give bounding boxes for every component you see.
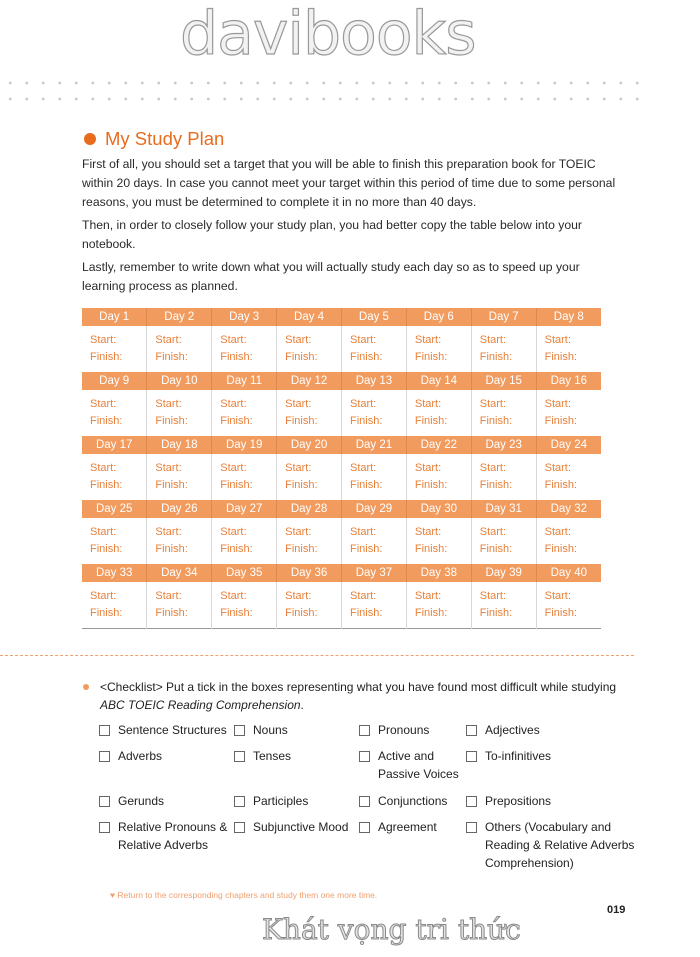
start-label: Start: bbox=[90, 590, 117, 602]
finish-label: Finish: bbox=[285, 607, 318, 619]
checklist-item[interactable] bbox=[99, 721, 234, 739]
checklist-item[interactable] bbox=[359, 792, 467, 810]
finish-label: Finish: bbox=[544, 543, 578, 555]
day-header: Day 39 bbox=[471, 564, 536, 582]
finish-label: Finish: bbox=[350, 415, 383, 427]
day-header: Day 7 bbox=[471, 308, 536, 326]
day-cell[interactable] bbox=[277, 390, 342, 436]
start-label: Start: bbox=[544, 590, 571, 602]
start-label: Start: bbox=[479, 398, 507, 410]
checkbox[interactable] bbox=[234, 725, 245, 736]
checklist-item[interactable] bbox=[466, 747, 641, 765]
finish-label: Finish: bbox=[285, 351, 318, 363]
day-entry-row bbox=[82, 390, 601, 436]
start-label: Start: bbox=[479, 526, 507, 538]
start-label: Start: bbox=[220, 526, 247, 538]
day-cell[interactable] bbox=[406, 326, 471, 372]
day-header: Day 21 bbox=[342, 436, 407, 454]
finish-label: Finish: bbox=[414, 351, 448, 363]
study-plan-table bbox=[82, 308, 601, 629]
checkbox[interactable] bbox=[99, 796, 110, 807]
start-label: Start: bbox=[220, 590, 247, 602]
day-cell[interactable] bbox=[277, 582, 342, 629]
day-header: Day 33 bbox=[82, 564, 147, 582]
checklist-item-label: Nouns bbox=[253, 723, 288, 737]
checkbox[interactable] bbox=[234, 796, 245, 807]
start-label: Start: bbox=[155, 590, 182, 602]
watermark-slogan: Khát vọng tri thức bbox=[262, 913, 521, 946]
finish-label: Finish: bbox=[350, 543, 383, 555]
intro-paragraph: Then, in order to closely follow your study plan, you had better copy the table below into your notebook. bbox=[82, 218, 582, 251]
day-cell[interactable] bbox=[212, 326, 277, 372]
finish-label: Finish: bbox=[479, 479, 513, 491]
finish-label: Finish: bbox=[414, 479, 448, 491]
start-label: Start: bbox=[479, 462, 507, 474]
checklist-item[interactable] bbox=[99, 792, 234, 810]
start-label: Start: bbox=[414, 526, 442, 538]
punctuation: . bbox=[300, 698, 304, 712]
day-cell[interactable] bbox=[147, 518, 212, 564]
finish-label: Finish: bbox=[90, 607, 123, 619]
start-label: Start: bbox=[220, 334, 247, 346]
day-cell[interactable] bbox=[406, 390, 471, 436]
finish-label: Finish: bbox=[90, 543, 123, 555]
start-label: Start: bbox=[414, 334, 442, 346]
section-heading bbox=[84, 128, 224, 150]
checklist-item-label: Others (Vocabulary and Reading & Relative Adverbs Comprehension) bbox=[485, 820, 635, 870]
finish-label: Finish: bbox=[155, 479, 188, 491]
checklist-item-label: Adjectives bbox=[485, 723, 540, 737]
checklist-item-label: To-infinitives bbox=[485, 749, 552, 763]
day-header-row bbox=[82, 436, 601, 454]
finish-label: Finish: bbox=[220, 543, 253, 555]
checkbox[interactable] bbox=[359, 796, 370, 807]
day-cell[interactable] bbox=[147, 454, 212, 500]
start-label: Start: bbox=[90, 526, 117, 538]
checkbox[interactable] bbox=[466, 751, 477, 762]
finish-label: Finish: bbox=[414, 607, 448, 619]
checklist-item[interactable] bbox=[99, 747, 234, 765]
day-cell[interactable] bbox=[212, 390, 277, 436]
day-header: Day 11 bbox=[212, 372, 277, 390]
day-entry-row bbox=[82, 518, 601, 564]
checkbox[interactable] bbox=[234, 751, 245, 762]
checklist-item-label: Active and Passive Voices bbox=[378, 749, 459, 781]
watermark-brand: davibooks bbox=[180, 0, 476, 69]
bullet-icon bbox=[84, 133, 96, 145]
day-header: Day 34 bbox=[147, 564, 212, 582]
day-header: Day 12 bbox=[277, 372, 342, 390]
day-cell[interactable] bbox=[82, 390, 147, 436]
finish-label: Finish: bbox=[155, 543, 188, 555]
finish-label: Finish: bbox=[220, 351, 253, 363]
checkbox[interactable] bbox=[99, 822, 110, 833]
day-cell[interactable] bbox=[536, 390, 601, 436]
day-entry-row bbox=[82, 326, 601, 372]
checklist-item[interactable] bbox=[466, 818, 641, 872]
finish-label: Finish: bbox=[285, 543, 318, 555]
start-label: Start: bbox=[350, 398, 377, 410]
start-label: Start: bbox=[479, 334, 507, 346]
day-header-row bbox=[82, 500, 601, 518]
finish-label: Finish: bbox=[544, 607, 578, 619]
checklist-item-label: Adverbs bbox=[118, 749, 163, 763]
start-label: Start: bbox=[285, 526, 312, 538]
checklist-item[interactable] bbox=[234, 792, 359, 810]
finish-label: Finish: bbox=[350, 351, 383, 363]
finish-label: Finish: bbox=[90, 479, 123, 491]
day-header: Day 29 bbox=[342, 500, 407, 518]
finish-label: Finish: bbox=[220, 415, 253, 427]
start-label: Start: bbox=[544, 526, 571, 538]
start-label: Start: bbox=[544, 334, 571, 346]
checkbox[interactable] bbox=[466, 796, 477, 807]
day-cell[interactable] bbox=[342, 518, 407, 564]
footer-note: ♥ Return to the corresponding chapters and study them one more time. bbox=[110, 890, 378, 900]
day-cell[interactable] bbox=[342, 582, 407, 629]
day-cell[interactable] bbox=[147, 326, 212, 372]
day-header: Day 25 bbox=[82, 500, 147, 518]
finish-label: Finish: bbox=[285, 479, 318, 491]
day-cell[interactable] bbox=[342, 454, 407, 500]
day-header: Day 9 bbox=[82, 372, 147, 390]
finish-label: Finish: bbox=[414, 543, 448, 555]
finish-label: Finish: bbox=[220, 479, 253, 491]
decorative-dot-pattern bbox=[0, 72, 640, 102]
finish-label: Finish: bbox=[479, 543, 513, 555]
day-cell[interactable] bbox=[82, 326, 147, 372]
day-header: Day 26 bbox=[147, 500, 212, 518]
day-header-row bbox=[82, 308, 601, 326]
day-cell[interactable] bbox=[536, 582, 601, 629]
day-header: Day 5 bbox=[342, 308, 407, 326]
checkbox[interactable] bbox=[466, 822, 477, 833]
day-header: Day 18 bbox=[147, 436, 212, 454]
checklist-item[interactable] bbox=[359, 818, 467, 836]
start-label: Start: bbox=[285, 462, 312, 474]
day-header: Day 30 bbox=[406, 500, 471, 518]
day-cell[interactable] bbox=[277, 326, 342, 372]
start-label: Start: bbox=[155, 526, 182, 538]
day-cell[interactable] bbox=[82, 582, 147, 629]
checklist-item-label: Agreement bbox=[378, 820, 437, 834]
checklist-item[interactable] bbox=[359, 721, 467, 739]
finish-label: Finish: bbox=[544, 479, 578, 491]
finish-label: Finish: bbox=[479, 607, 513, 619]
checklist-item[interactable] bbox=[234, 721, 359, 739]
finish-label: Finish: bbox=[285, 415, 318, 427]
day-cell[interactable] bbox=[536, 518, 601, 564]
page-number: 019 bbox=[607, 904, 626, 916]
day-cell[interactable] bbox=[406, 582, 471, 629]
start-label: Start: bbox=[285, 590, 312, 602]
day-header: Day 16 bbox=[536, 372, 601, 390]
finish-label: Finish: bbox=[350, 607, 383, 619]
start-label: Start: bbox=[90, 398, 117, 410]
checklist-item-label: Pronouns bbox=[378, 723, 430, 737]
day-header: Day 28 bbox=[277, 500, 342, 518]
checkbox[interactable] bbox=[359, 725, 370, 736]
day-cell[interactable] bbox=[277, 454, 342, 500]
intro-paragraph: Lastly, remember to write down what you will actually study each day so as to speed up your learning process as planned. bbox=[82, 260, 580, 293]
checklist-item-label: Conjunctions bbox=[378, 794, 448, 808]
start-label: Start: bbox=[155, 398, 182, 410]
checklist-item[interactable] bbox=[466, 792, 641, 810]
checklist-intro bbox=[84, 678, 619, 714]
day-entry-row bbox=[82, 582, 601, 629]
section-title: My Study Plan bbox=[105, 128, 225, 149]
day-header: Day 13 bbox=[342, 372, 407, 390]
day-header: Day 23 bbox=[471, 436, 536, 454]
book-title: ABC TOEIC Reading Comprehension bbox=[100, 698, 301, 712]
day-cell[interactable] bbox=[147, 390, 212, 436]
checklist-item[interactable] bbox=[234, 747, 359, 765]
day-cell[interactable] bbox=[471, 454, 536, 500]
day-header: Day 2 bbox=[147, 308, 212, 326]
start-label: Start: bbox=[155, 462, 182, 474]
checkbox[interactable] bbox=[466, 725, 477, 736]
start-label: Start: bbox=[350, 462, 377, 474]
checkbox[interactable] bbox=[359, 751, 370, 762]
day-header: Day 31 bbox=[471, 500, 536, 518]
finish-label: Finish: bbox=[479, 415, 513, 427]
checklist-item[interactable] bbox=[234, 818, 359, 836]
day-header: Day 32 bbox=[536, 500, 601, 518]
finish-label: Finish: bbox=[350, 479, 383, 491]
finish-label: Finish: bbox=[155, 415, 188, 427]
day-cell[interactable] bbox=[342, 390, 407, 436]
intro-paragraph: First of all, you should set a target that you will be able to finish this preparation book for TOEIC within 20 days. In case you cannot meet your target within this period of time due to some personal reasons, you must be determined to complete it in no more than 40 days. bbox=[82, 157, 616, 209]
day-entry-row bbox=[82, 454, 601, 500]
day-header: Day 35 bbox=[212, 564, 277, 582]
day-cell[interactable] bbox=[147, 582, 212, 629]
day-header: Day 17 bbox=[82, 436, 147, 454]
finish-label: Finish: bbox=[544, 415, 578, 427]
checkbox[interactable] bbox=[234, 822, 245, 833]
day-header: Day 6 bbox=[406, 308, 471, 326]
day-header: Day 19 bbox=[212, 436, 277, 454]
checklist-item-label: Gerunds bbox=[118, 794, 165, 808]
checklist-item-label: Participles bbox=[253, 794, 309, 808]
start-label: Start: bbox=[414, 462, 442, 474]
day-header: Day 24 bbox=[536, 436, 601, 454]
day-cell[interactable] bbox=[536, 326, 601, 372]
day-cell[interactable] bbox=[342, 326, 407, 372]
start-label: Start: bbox=[155, 334, 182, 346]
dashed-divider bbox=[0, 655, 634, 656]
day-cell[interactable] bbox=[471, 582, 536, 629]
day-cell[interactable] bbox=[406, 518, 471, 564]
day-header: Day 40 bbox=[536, 564, 601, 582]
day-header: Day 36 bbox=[277, 564, 342, 582]
start-label: Start: bbox=[350, 334, 377, 346]
day-cell[interactable] bbox=[82, 454, 147, 500]
start-label: Start: bbox=[90, 462, 117, 474]
day-cell[interactable] bbox=[277, 518, 342, 564]
day-header: Day 20 bbox=[277, 436, 342, 454]
checkbox[interactable] bbox=[99, 751, 110, 762]
day-header: Day 3 bbox=[212, 308, 277, 326]
day-cell[interactable] bbox=[471, 518, 536, 564]
start-label: Start: bbox=[414, 398, 442, 410]
intro-text bbox=[82, 155, 617, 300]
day-cell[interactable] bbox=[212, 518, 277, 564]
checkbox[interactable] bbox=[99, 725, 110, 736]
finish-label: Finish: bbox=[414, 415, 448, 427]
finish-label: Finish: bbox=[90, 415, 123, 427]
day-cell[interactable] bbox=[212, 454, 277, 500]
day-cell[interactable] bbox=[471, 390, 536, 436]
day-header: Day 8 bbox=[536, 308, 601, 326]
start-label: Start: bbox=[544, 398, 571, 410]
start-label: Start: bbox=[479, 590, 507, 602]
day-header: Day 27 bbox=[212, 500, 277, 518]
checkbox[interactable] bbox=[359, 822, 370, 833]
checklist-item-label: Relative Pronouns & Relative Adverbs bbox=[118, 820, 228, 852]
start-label: Start: bbox=[350, 526, 377, 538]
day-cell[interactable] bbox=[82, 518, 147, 564]
day-header: Day 1 bbox=[82, 308, 147, 326]
day-header: Day 10 bbox=[147, 372, 212, 390]
start-label: Start: bbox=[220, 398, 247, 410]
start-label: Start: bbox=[544, 462, 571, 474]
checklist-item[interactable] bbox=[99, 818, 234, 854]
day-header: Day 14 bbox=[406, 372, 471, 390]
checklist-item[interactable] bbox=[466, 721, 641, 739]
day-cell[interactable] bbox=[536, 454, 601, 500]
day-header: Day 22 bbox=[406, 436, 471, 454]
start-label: Start: bbox=[220, 462, 247, 474]
checklist-item-label: Tenses bbox=[253, 749, 292, 763]
bullet-icon bbox=[83, 684, 89, 690]
checklist-item-label: Prepositions bbox=[485, 794, 552, 808]
checklist-instructions: <Checklist> Put a tick in the boxes representing what you have found most difficult while studying bbox=[100, 680, 617, 694]
start-label: Start: bbox=[350, 590, 377, 602]
day-header-row bbox=[82, 564, 601, 582]
checklist-item[interactable] bbox=[359, 747, 467, 783]
checklist-item-label: Subjunctive Mood bbox=[253, 820, 349, 834]
finish-label: Finish: bbox=[90, 351, 123, 363]
day-cell[interactable] bbox=[212, 582, 277, 629]
finish-label: Finish: bbox=[544, 351, 578, 363]
day-cell[interactable] bbox=[406, 454, 471, 500]
finish-label: Finish: bbox=[155, 351, 188, 363]
start-label: Start: bbox=[90, 334, 117, 346]
day-header: Day 4 bbox=[277, 308, 342, 326]
finish-label: Finish: bbox=[155, 607, 188, 619]
day-header: Day 37 bbox=[342, 564, 407, 582]
finish-label: Finish: bbox=[479, 351, 513, 363]
checklist-item-label: Sentence Structures bbox=[118, 723, 227, 737]
day-header: Day 15 bbox=[471, 372, 536, 390]
day-header-row bbox=[82, 372, 601, 390]
start-label: Start: bbox=[285, 334, 312, 346]
start-label: Start: bbox=[414, 590, 442, 602]
finish-label: Finish: bbox=[220, 607, 253, 619]
start-label: Start: bbox=[285, 398, 312, 410]
day-header: Day 38 bbox=[406, 564, 471, 582]
day-cell[interactable] bbox=[471, 326, 536, 372]
